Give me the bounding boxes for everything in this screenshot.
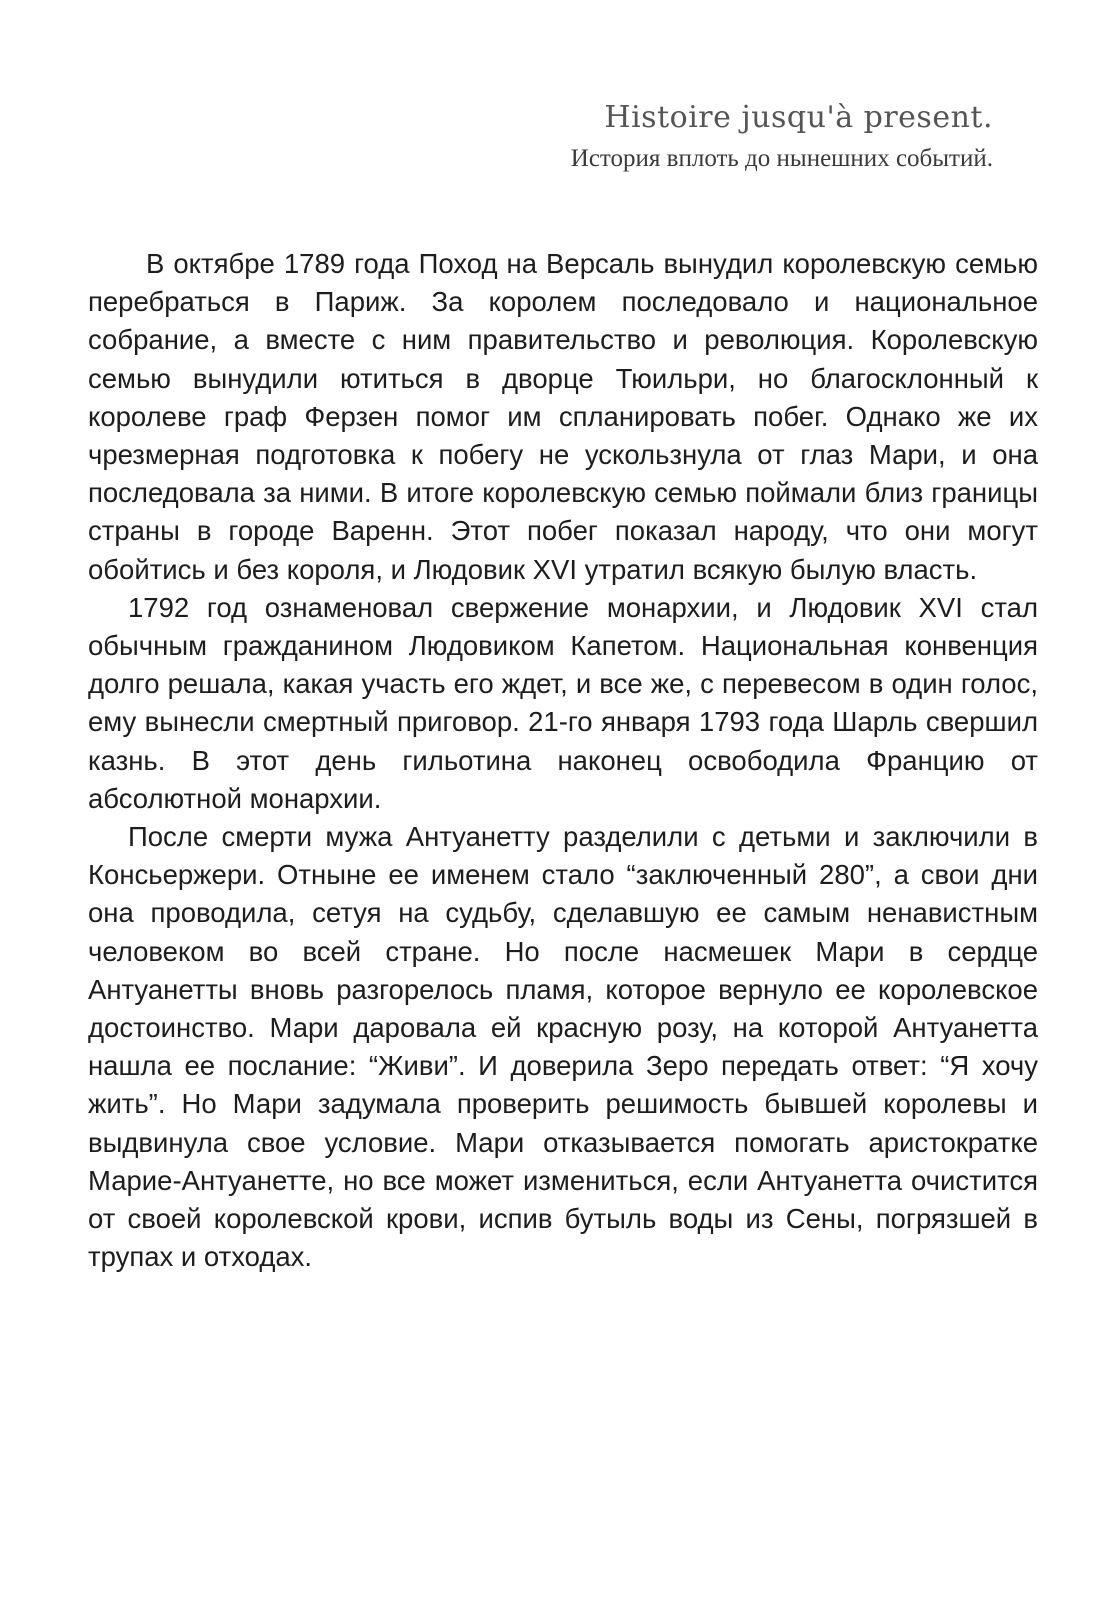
page-header [571, 96, 993, 176]
paragraph-3: После смерти мужа Антуанетту разделили с детьми и заключили в Консьержери. Отныне ее именем стало “заключенный 280”, а свои дни она проводила, сетуя на судьбу, сделавшую ее самым ненавистным человеком во всей стране. Но после насмешек Мари в сердце Антуанетты вновь разгорелось пламя, которое вернуло ее королевское достоинство. Мари даровала ей красную розу, на которой Антуанетта нашла ее послание: “Живи”. И доверила Зеро передать ответ: “Я хочу жить”. Но Мари задумала проверить решимость бывшей королевы и выдвинула свое условие. Мари отказывается помогать аристократке Марие-Антуанетте, но все может измениться, если Антуанетта очистится от своей королевской крови, испив бутыль воды из Сены, погрязшей в трупах и отходах. [88, 821, 1038, 1273]
article-body [88, 245, 1038, 1276]
page-subtitle: История вплоть до нынешних событий. [570, 145, 993, 172]
page-title: Histoire jusqu'à present. [604, 100, 993, 135]
paragraph-2: 1792 год ознаменовал свержение монархии, и Людовик XVI стал обычным гражданином Людовиком Капетом. Национальная конвенция долго решала, какая участь его ждет, и все же, с перевесом в один голос, ему вынесли смертный приговор. 21-го января 1793 года Шарль свершил казнь. В этот день гильотина наконец освободила Францию от абсолютной монархии. [88, 591, 1038, 814]
paragraph-1: В октябре 1789 года Поход на Версаль вынудил королевскую семью перебраться в Париж. За королем последовало и национальное собрание, а вместе с ним правительство и революция. Королевскую семью вынудили ютиться в дворце Тюильри, но благосклонный к королеве граф Ферзен помог им спланировать побег. Однако же их чрезмерная подготовка к побегу не ускользнула от глаз Мари, и она последовала за ними. В итоге королевскую семью поймали близ границы страны в городе Варенн. Этот побег показал народу, что они могут обойтись и без короля, и Людовик XVI утратил всякую былую власть. [88, 248, 1038, 585]
